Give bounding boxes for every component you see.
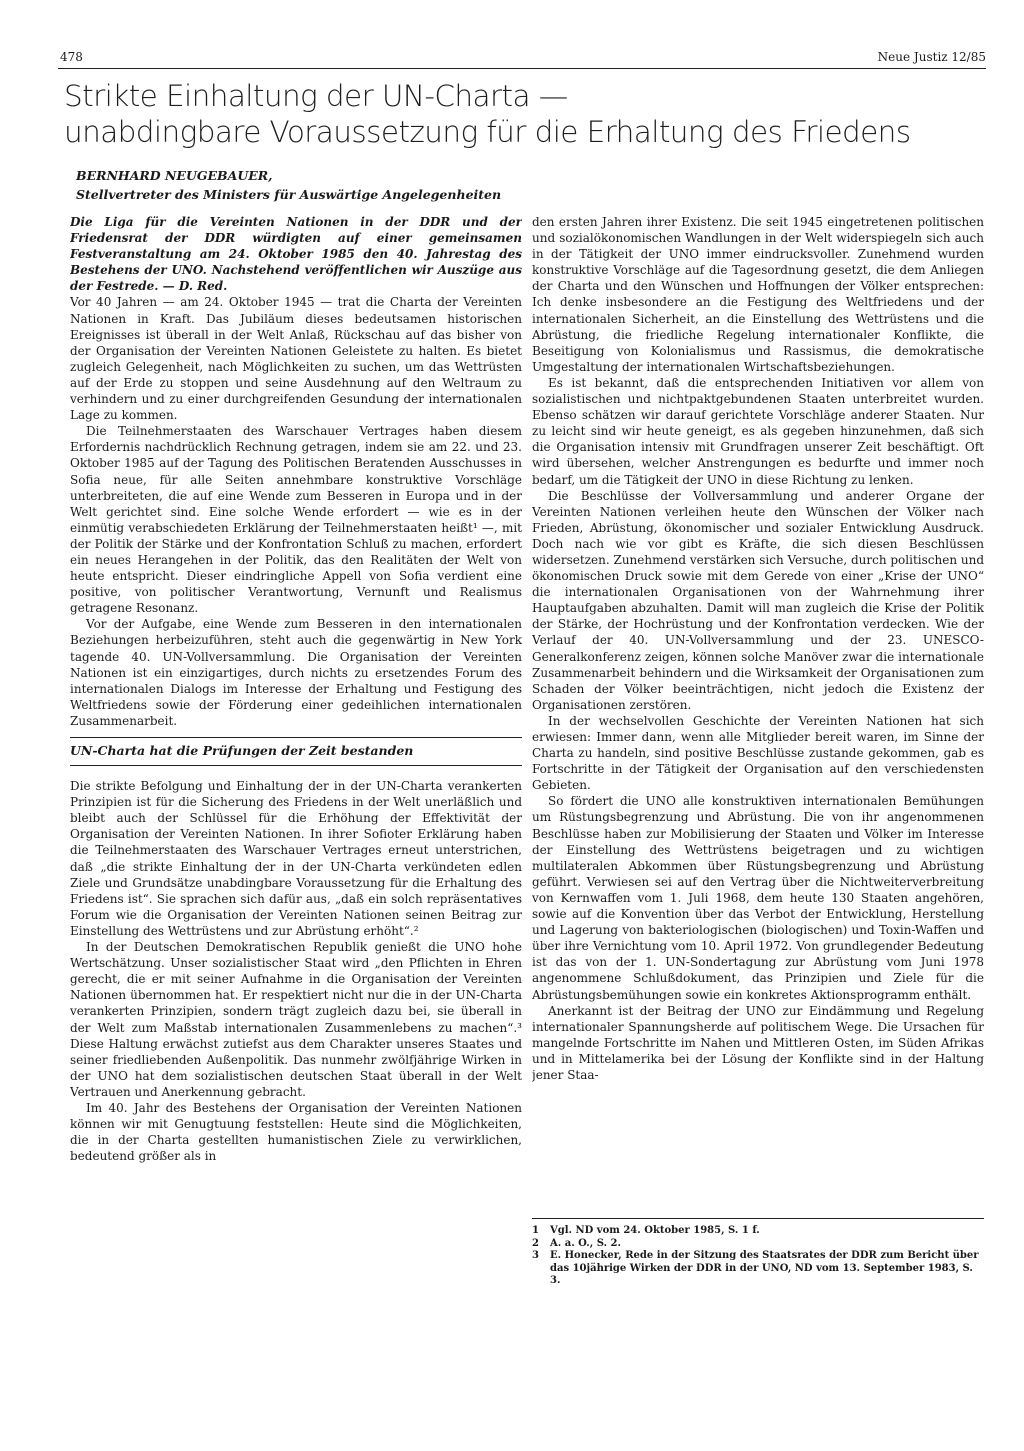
left-column bbox=[70, 214, 522, 1394]
footnote-text: E. Honecker, Rede in der Sitzung des Staatsrates der DDR zum Bericht über das 10jährige Wirken der DDR in der UNO, ND vom 13. September 1983, S. 3. bbox=[550, 1250, 979, 1286]
paragraph: den ersten Jahren ihrer Existenz. Die seit 1945 eingetretenen politischen und sozialökonomischen Wandlungen in der Welt widerspiegeln sich auch in der Tätigkeit der UNO immer eindrucksvoller. Zunehmend wurden konstruktive Vorschläge auf die Tagesordnung gesetzt, die dem Anliegen der Charta und den Wünschen und Hoffnungen der Völker entsprechen: Ich denke insbesondere an die Festigung des Weltfriedens und der internationalen Sicherheit, an die Einstellung des Wettrüstens und die Abrüstung, die friedliche Regelung internationaler Konflikte, die Beseitigung von Kolonialismus und Rassismus, die demokratische Umgestaltung der internationalen Wirtschaftsbeziehungen. bbox=[532, 215, 984, 374]
paragraph: Vor der Aufgabe, eine Wende zum Besseren in den internationalen Beziehungen herbeizuführen, steht auch die gegenwärtig in New York tagende 40. UN-Vollversammlung. Die Organisation der Vereinten Nationen ist ein einzigartiges, durch nichts zu ersetzendes Forum des internationalen Dialogs im Interesse der Erhaltung und Festigung des Weltfriedens sowie der Förderung einer gedeihlichen internationalen Zusammenarbeit. bbox=[70, 617, 522, 728]
footnotes bbox=[532, 1218, 984, 1288]
subheading-box bbox=[70, 737, 522, 766]
paragraph: Die Teilnehmerstaaten des Warschauer Vertrages haben diesem Erfordernis nachdrücklich Rechnung getragen, indem sie am 22. und 23. Oktober 1985 auf der Tagung des Politischen Beratenden Ausschusses in Sofia neue, für alle Seiten annehmbare konstruktive Vorschläge unterbreiteten, die auf eine Wende zum Besseren in Europa und in der Welt gerichtet sind. Eine solche Wende erfordert — wie es in der einmütig verabschiedeten Erklärung der Teilnehmerstaaten heißt¹ —, mit der Politik der Stärke und der Konfrontation Schluß zu machen, erfordert ein neues Herangehen in der Politik, das den Realitäten der Welt von heute entspricht. Dieser eindringliche Appell von Sofia verdient eine positive, von politischer Verantwortung, Vernunft und Realismus getragene Resonanz. bbox=[70, 424, 522, 616]
paragraph: Die Beschlüsse der Vollversammlung und anderer Organe der Vereinten Nationen verleihen heute den Wünschen der Völker nach Frieden, Abrüstung, ökonomischer und sozialer Entwicklung Ausdruck. Doch nach wie vor gibt es Kräfte, die sich diesen Beschlüssen widersetzen. Zunehmend verstärken sich Versuche, durch politischen und ökonomischen Druck sowie mit dem Gerede von einer „Krise der UNO“ die internationalen Organisationen von der Wahrnehmung ihrer Hauptaufgaben abzuhalten. Damit will man zugleich die Krise der Politik der Stärke, der Hochrüstung und der Konfrontation verdecken. Wie der Verlauf der 40. UN-Vollversammlung und der 23. UNESCO-Generalkonferenz zeigen, können solche Manöver zwar die internationale Zusammenarbeit behindern und die Wirksamkeit der Organisationen zum Schaden der Völker beeinträchtigen, nicht jedoch die Existenz der Organisationen zerstören. bbox=[532, 488, 984, 712]
paragraph: Es ist bekannt, daß die entsprechenden Initiativen vor allem von sozialistischen und nichtpaktgebundenen Staaten unterbreitet wurden. Ebenso schätzen wir darauf gerichtete Vorschläge anderer Staaten. Nur zu leicht sind wir heute geneigt, es als gegeben hinzunehmen, daß sich die Organisation intensiv mit Grundfragen unserer Zeit beschäftigt. Oft wird übersehen, welcher Anstrengungen es bedurfte und immer noch bedarf, um die Tätigkeit der UNO in diese Richtung zu lenken. bbox=[532, 375, 984, 487]
footnote-text: A. a. O., S. 2. bbox=[550, 1237, 622, 1249]
footnote bbox=[532, 1225, 984, 1238]
paragraph: Die strikte Befolgung und Einhaltung der in der UN-Charta verankerten Prinzipien ist für die Sicherung des Friedens in der Welt unerläßlich und bleibt auch der Schlüssel für die Erhöhung der Effektivität der Organisation der Vereinten Nationen. In ihrer Sofioter Erklärung haben die Teilnehmerstaaten des Warschauer Vertrages erneut unterstrichen, daß „die strikte Einhaltung der in der UN-Charta verkündeten edlen Ziele und Grundsätze unabdingbare Voraussetzung für die Erhaltung des Friedens ist“. Sie sprachen sich dafür aus, „daß ein solch repräsentatives Forum wie die Organisation der Vereinten Nationen seinen Beitrag zur Einstellung des Wettrüstens und zur Abrüstung erhöht“.² bbox=[70, 779, 522, 938]
title-line-2: unabdingbare Voraussetzung für die Erhaltung des Friedens bbox=[64, 115, 911, 149]
article-title bbox=[64, 78, 1004, 150]
footnote-number: 3 bbox=[532, 1250, 539, 1261]
paragraph: Im 40. Jahr des Bestehens der Organisation der Vereinten Nationen können wir mit Genugtuung feststellen: Heute sind die Möglichkeiten, die in der Charta gestellten humanistischen Ziele zu verwirklichen, bedeutend größer als in bbox=[70, 1100, 522, 1164]
footnote bbox=[532, 1250, 984, 1288]
author-name: BERNHARD NEUGEBAUER, bbox=[76, 168, 273, 183]
paragraph: In der wechselvollen Geschichte der Vereinten Nationen hat sich erwiesen: Immer dann, wenn alle Mitglieder bereit waren, im Sinne der Charta zu handeln, sind positive Beschlüsse zustande gekommen, gab es Fortschritte in der Tätigkeit der Organisation auf den verschiedensten Gebieten. bbox=[532, 713, 984, 793]
title-line-1: Strikte Einhaltung der UN-Charta — bbox=[64, 79, 568, 113]
page-number: 478 bbox=[60, 50, 83, 64]
subheading: UN-Charta hat die Prüfungen der Zeit bestanden bbox=[70, 743, 414, 758]
footnote bbox=[532, 1238, 984, 1251]
paragraph: Vor 40 Jahren — am 24. Oktober 1945 — trat die Charta der Vereinten Nationen in Kraft. Das Jubiläum dieses bedeutsamen historischen Ereignisses ist überall in der Welt Anlaß, Rückschau auf das bisher von der Organisation der Vereinten Nationen Geleistete zu halten. Es bietet zugleich Gelegenheit, nach Möglichkeiten zu suchen, um das Wettrüsten auf der Erde zu stoppen und seine Ausdehnung auf den Weltraum zu verhindern und zu einer durchgreifenden Gesundung der internationalen Lage zu kommen. bbox=[70, 295, 522, 423]
paragraph: Anerkannt ist der Beitrag der UNO zur Eindämmung und Regelung internationaler Spannungsherde auf politischem Wege. Die Ursachen für mangelnde Fortschritte im Nahen und Mittleren Osten, im Süden Afrikas und in Mittelamerika bei der Lösung der Konflikte sind in der Haltung jener Staa- bbox=[532, 1003, 984, 1082]
paragraph: So fördert die UNO alle konstruktiven internationalen Bemühungen um Rüstungsbegrenzung und Abrüstung. Die von ihr angenommenen Beschlüsse haben zur Mobilisierung der Staaten und Völker im Interesse der Einstellung des Wettrüstens beigetragen und zu wichtigen multilateralen Abkommen über Rüstungsbegrenzung und Abrüstung geführt. Verwiesen sei auf den Vertrag über die Nichtweiterverbreitung von Kernwaffen vom 1. Juli 1968, dem heute 130 Staaten angehören, sowie auf die Konvention über das Verbot der Entwicklung, Herstellung und Lagerung von bakteriologischen (biologischen) und Toxin-Waffen und über ihre Vernichtung vom 10. April 1972. Von grundlegender Bedeutung ist das von der 1. UN-Sondertagung zur Abrüstung vom Juni 1978 angenommene Schlußdokument, das Prinzipien und Ziele für die Abrüstungsbemühungen sowie ein konkretes Aktionsprogramm enthält. bbox=[532, 794, 984, 1002]
editorial-intro: Die Liga für die Vereinten Nationen in der DDR und der Friedensrat der DDR würdigten auf einer gemeinsamen Festveranstaltung am 24. Oktober 1985 den 40. Jahrestag des Bestehens der UNO. Nachstehend veröffentlichen wir Auszüge aus der Festrede. — D. Red. bbox=[70, 215, 522, 294]
footnote-number: 1 bbox=[532, 1225, 539, 1236]
footnote-number: 2 bbox=[532, 1237, 539, 1249]
footnote-text: Vgl. ND vom 24. Oktober 1985, S. 1 f. bbox=[550, 1225, 760, 1236]
paragraph: In der Deutschen Demokratischen Republik genießt die UNO hohe Wertschätzung. Unser sozialistischer Staat wird „den Pflichten in Ehren gerecht, die er mit seiner Aufnahme in die Organisation der Vereinten Nationen übernommen hat. Er respektiert nicht nur die in der UN-Charta verankerten Prinzipien, sondern trägt zugleich dazu bei, sie überall in der Welt zum Maßstab internationalen Zusammenlebens zu machen“.³ Diese Haltung erwächst zutiefst aus dem Charakter unseres Staates und seiner friedliebenden Außenpolitik. Das nunmehr zwölfjährige Wirken in der UNO hat dem sozialistischen deutschen Staat überall in der Welt Vertrauen und Anerkennung gebracht. bbox=[70, 940, 522, 1099]
author-role: Stellvertreter des Ministers für Auswärtige Angelegenheiten bbox=[76, 187, 502, 202]
right-column bbox=[532, 214, 984, 1206]
header-rule bbox=[58, 68, 986, 69]
author-block bbox=[76, 166, 501, 204]
journal-issue: Neue Justiz 12/85 bbox=[877, 50, 986, 64]
